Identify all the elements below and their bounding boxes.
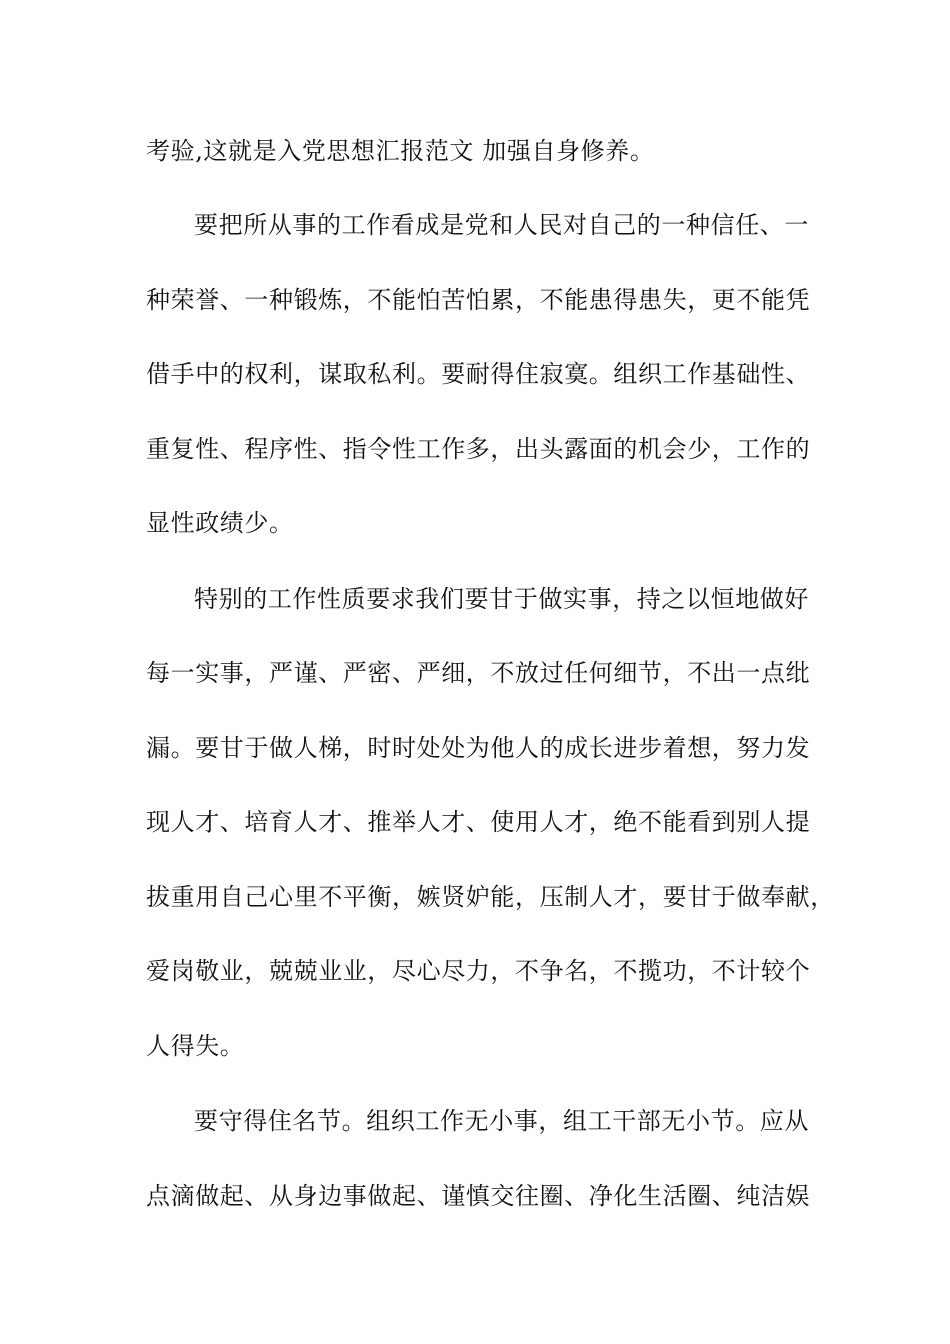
text-line: 重复性、程序性、指令性工作多，出头露面的机会少，工作的	[146, 435, 811, 463]
paragraph-start-line: 要守得住名节。组织工作无小事，组工干部无小节。应从	[194, 1107, 809, 1135]
text-line: 每一实事，严谨、严密、严细，不放过任何细节，不出一点纰	[146, 659, 811, 687]
text-line: 显性政绩少。	[146, 509, 294, 537]
text-line: 现人才、培育人才、推举人才、使用人才，绝不能看到别人提	[146, 808, 811, 836]
text-line: 拔重用自己心里不平衡，嫉贤妒能，压制人才，要甘于做奉献，	[146, 883, 835, 911]
text-line: 考验,这就是入党思想汇报范文 加强自身修养。	[146, 137, 655, 165]
paragraph-start-line: 特别的工作性质要求我们要甘于做实事，持之以恒地做好	[194, 585, 809, 613]
text-line: 点滴做起、从身边事做起、谨慎交往圈、净化生活圈、纯洁娱	[146, 1182, 811, 1210]
text-line: 种荣誉、一种锻炼，不能怕苦怕累，不能患得患失，更不能凭	[146, 286, 811, 314]
text-line: 爱岗敬业，兢兢业业，尽心尽力，不争名，不揽功，不计较个	[146, 957, 811, 985]
text-line: 漏。要甘于做人梯，时时处处为他人的成长进步着想，努力发	[146, 734, 811, 762]
text-line: 借手中的权利，谋取私利。要耐得住寂寞。组织工作基础性、	[146, 360, 811, 388]
text-line: 人得失。	[146, 1032, 245, 1060]
paragraph-start-line: 要把所从事的工作看成是党和人民对自己的一种信任、一	[194, 211, 809, 239]
